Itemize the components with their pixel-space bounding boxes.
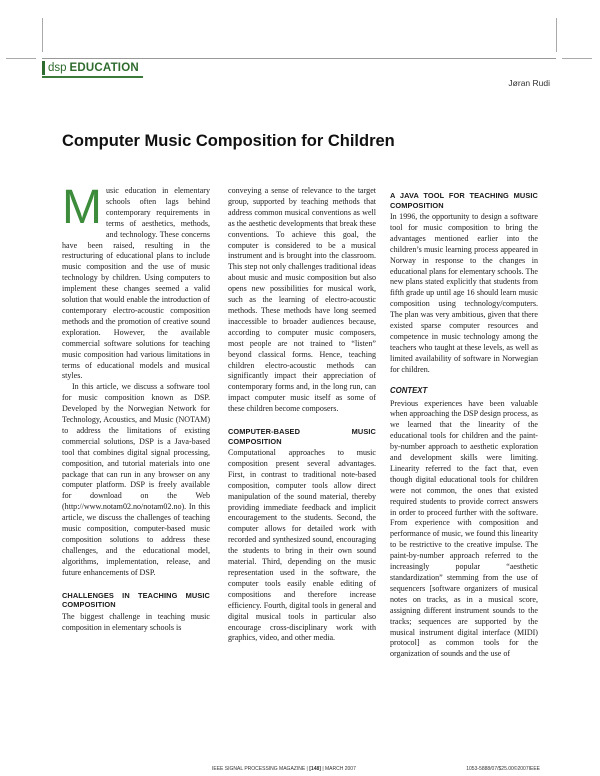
magazine-name: IEEE SIGNAL PROCESSING MAGAZINE (212, 766, 306, 772)
crop-mark (6, 58, 36, 59)
column-1 (62, 181, 210, 633)
section-tag (42, 60, 143, 78)
article-title: Computer Music Composition for Children (62, 132, 395, 150)
paragraph: In 1996, the opportunity to design a software tool for music composition to bring the advantages mentioned earlier into the children’s music learning process appeared in Norway in response to the changes in educational plans for elementary schools. The new plans stated explicitly that students from fifth grade up until age 16 should learn music composition using technology/computers. The plan was very ambitious, given that there existed sparse computer resources and competence in music technology among the teachers who taught at these levels, as well as limited availability of software in Norwegian for children. (390, 212, 538, 374)
crop-mark (42, 18, 43, 52)
issue-date: MARCH 2007 (325, 766, 356, 772)
section-prefix: dsp (48, 62, 67, 74)
column-3 (390, 191, 538, 660)
paragraph: Computational approaches to music composition present several advantages. First, in contrast to traditional note-based composition, computer tools allow direct manipulation of the sound material, thereby providing immediate feedback and implicit encouragement to the students. Second, the computer allows for detailed work with recorded and synthesized sound, encouraging the students to bring in their own sound material. Third, depending on the music representation used in the software, the computer tools easily enable editing of compositions and therefore increase efficiency. Fourth, digital tools in general and digital musical tools in particular also encourage cross-disciplinary work with graphics, video, and other media. (228, 448, 376, 643)
footer-issn: 1053-5888/07/$25.00©2007IEEE (466, 766, 540, 772)
author-name: Jøran Rudi (508, 78, 550, 88)
section-name: EDUCATION (69, 62, 139, 74)
paragraph: conveying a sense of relevance to the target group, supported by teaching methods that address common musical conventions as well as the aesthetic developments that break these conventions. To achieve this goal, the computer is considered to be a musical instrument and is brought into the classroom. This step not only challenges traditional ideas about music and music composition but also opens new possibilities for musical work, such as the learning of electro-acoustic methods. These methods have long seemed inaccessible to broader audiences because, according to computer music composers, most people are not trained to “listen” beyond classical forms. Hence, teaching children electro-acoustic methods can significantly impact their appreciation of contemporary forms and, in the long run, can impact computer music itself as some of these children become composers. (228, 186, 376, 414)
paragraph-text: usic education in elementary schools often lags behind contemporary requirements in terms of aesthetics, methods, and technology. These concerns have been raised, resulting in the restructuring of educational plans to include music composition and the use of music technology by children. Using computers to implement these changes seemed a valid solution that would enable the introduction of contemporary electro-acoustic composition methods and the promotion of creative sound exploration. However, the available commercial software solutions for teaching music composition had various limitations in terms of educational models and musical styles. (62, 186, 210, 381)
column-2 (228, 186, 376, 644)
header-rule (42, 58, 556, 59)
subsection-heading: CONTEXT (390, 385, 428, 395)
section-heading: A JAVA TOOL FOR TEACHING MUSIC COMPOSITION (390, 191, 538, 210)
footer-magazine: IEEE SIGNAL PROCESSING MAGAZINE | [148] | MARCH 2007 (212, 766, 356, 772)
paragraph: Previous experiences have been valuable when approaching the DSP design process, as we learned that the linearity of the educational tools for children and the paint-by-number approach to aesthetic exploration and development skills were limiting. Linearity referred to the fact that, even though digital educational tools for children were not common, the ones that existed required students to provide correct answers in order to proceed further with the software. From experience with composition and performance of music, we found this linearity to be restrictive to the creative impulse. The paint-by-number approach referred to the increasingly popular “aesthetic standardization” stemming from the use of sequencers [software organizers of musical notes on tracks, as in a musical score, assigning different instrument sounds to the tracks; sequences are supported by the musical instrument digital interface (MIDI) protocol] as common tools for the organization of sounds and the use of (390, 398, 538, 659)
section-tag-bar (42, 61, 45, 75)
page-footer (0, 766, 600, 776)
section-heading: COMPUTER-BASED MUSIC COMPOSITION (228, 427, 376, 446)
crop-mark (556, 18, 557, 52)
drop-cap: M (62, 181, 102, 234)
crop-mark (562, 58, 592, 59)
section-heading: CHALLENGES IN TEACHING MUSIC COMPOSITION (62, 590, 210, 610)
paragraph (62, 181, 210, 382)
paragraph: In this article, we discuss a software tool for music composition known as DSP. Developed by the Norwegian Network for Technology, Acoustics, and Music (NOTAM) to address the limitations of existing commercial solutions, DSP is a Java-based tool that combines digital signal processing, composition, and tutorial materials into one package that can run in any browser on any computer platform. DSP is freely available for download on the Web (http://www.notam02.no/notam02.no). In this article, we discuss the challenges of teaching music composition, computer-based music composition solutions to address these challenges, and the educational model, algorithms, implementation, release, and future enhancements of DSP. (62, 382, 210, 577)
page-number: [148] (309, 766, 321, 772)
paragraph: The biggest challenge in teaching music composition in elementary schools is (62, 611, 210, 632)
